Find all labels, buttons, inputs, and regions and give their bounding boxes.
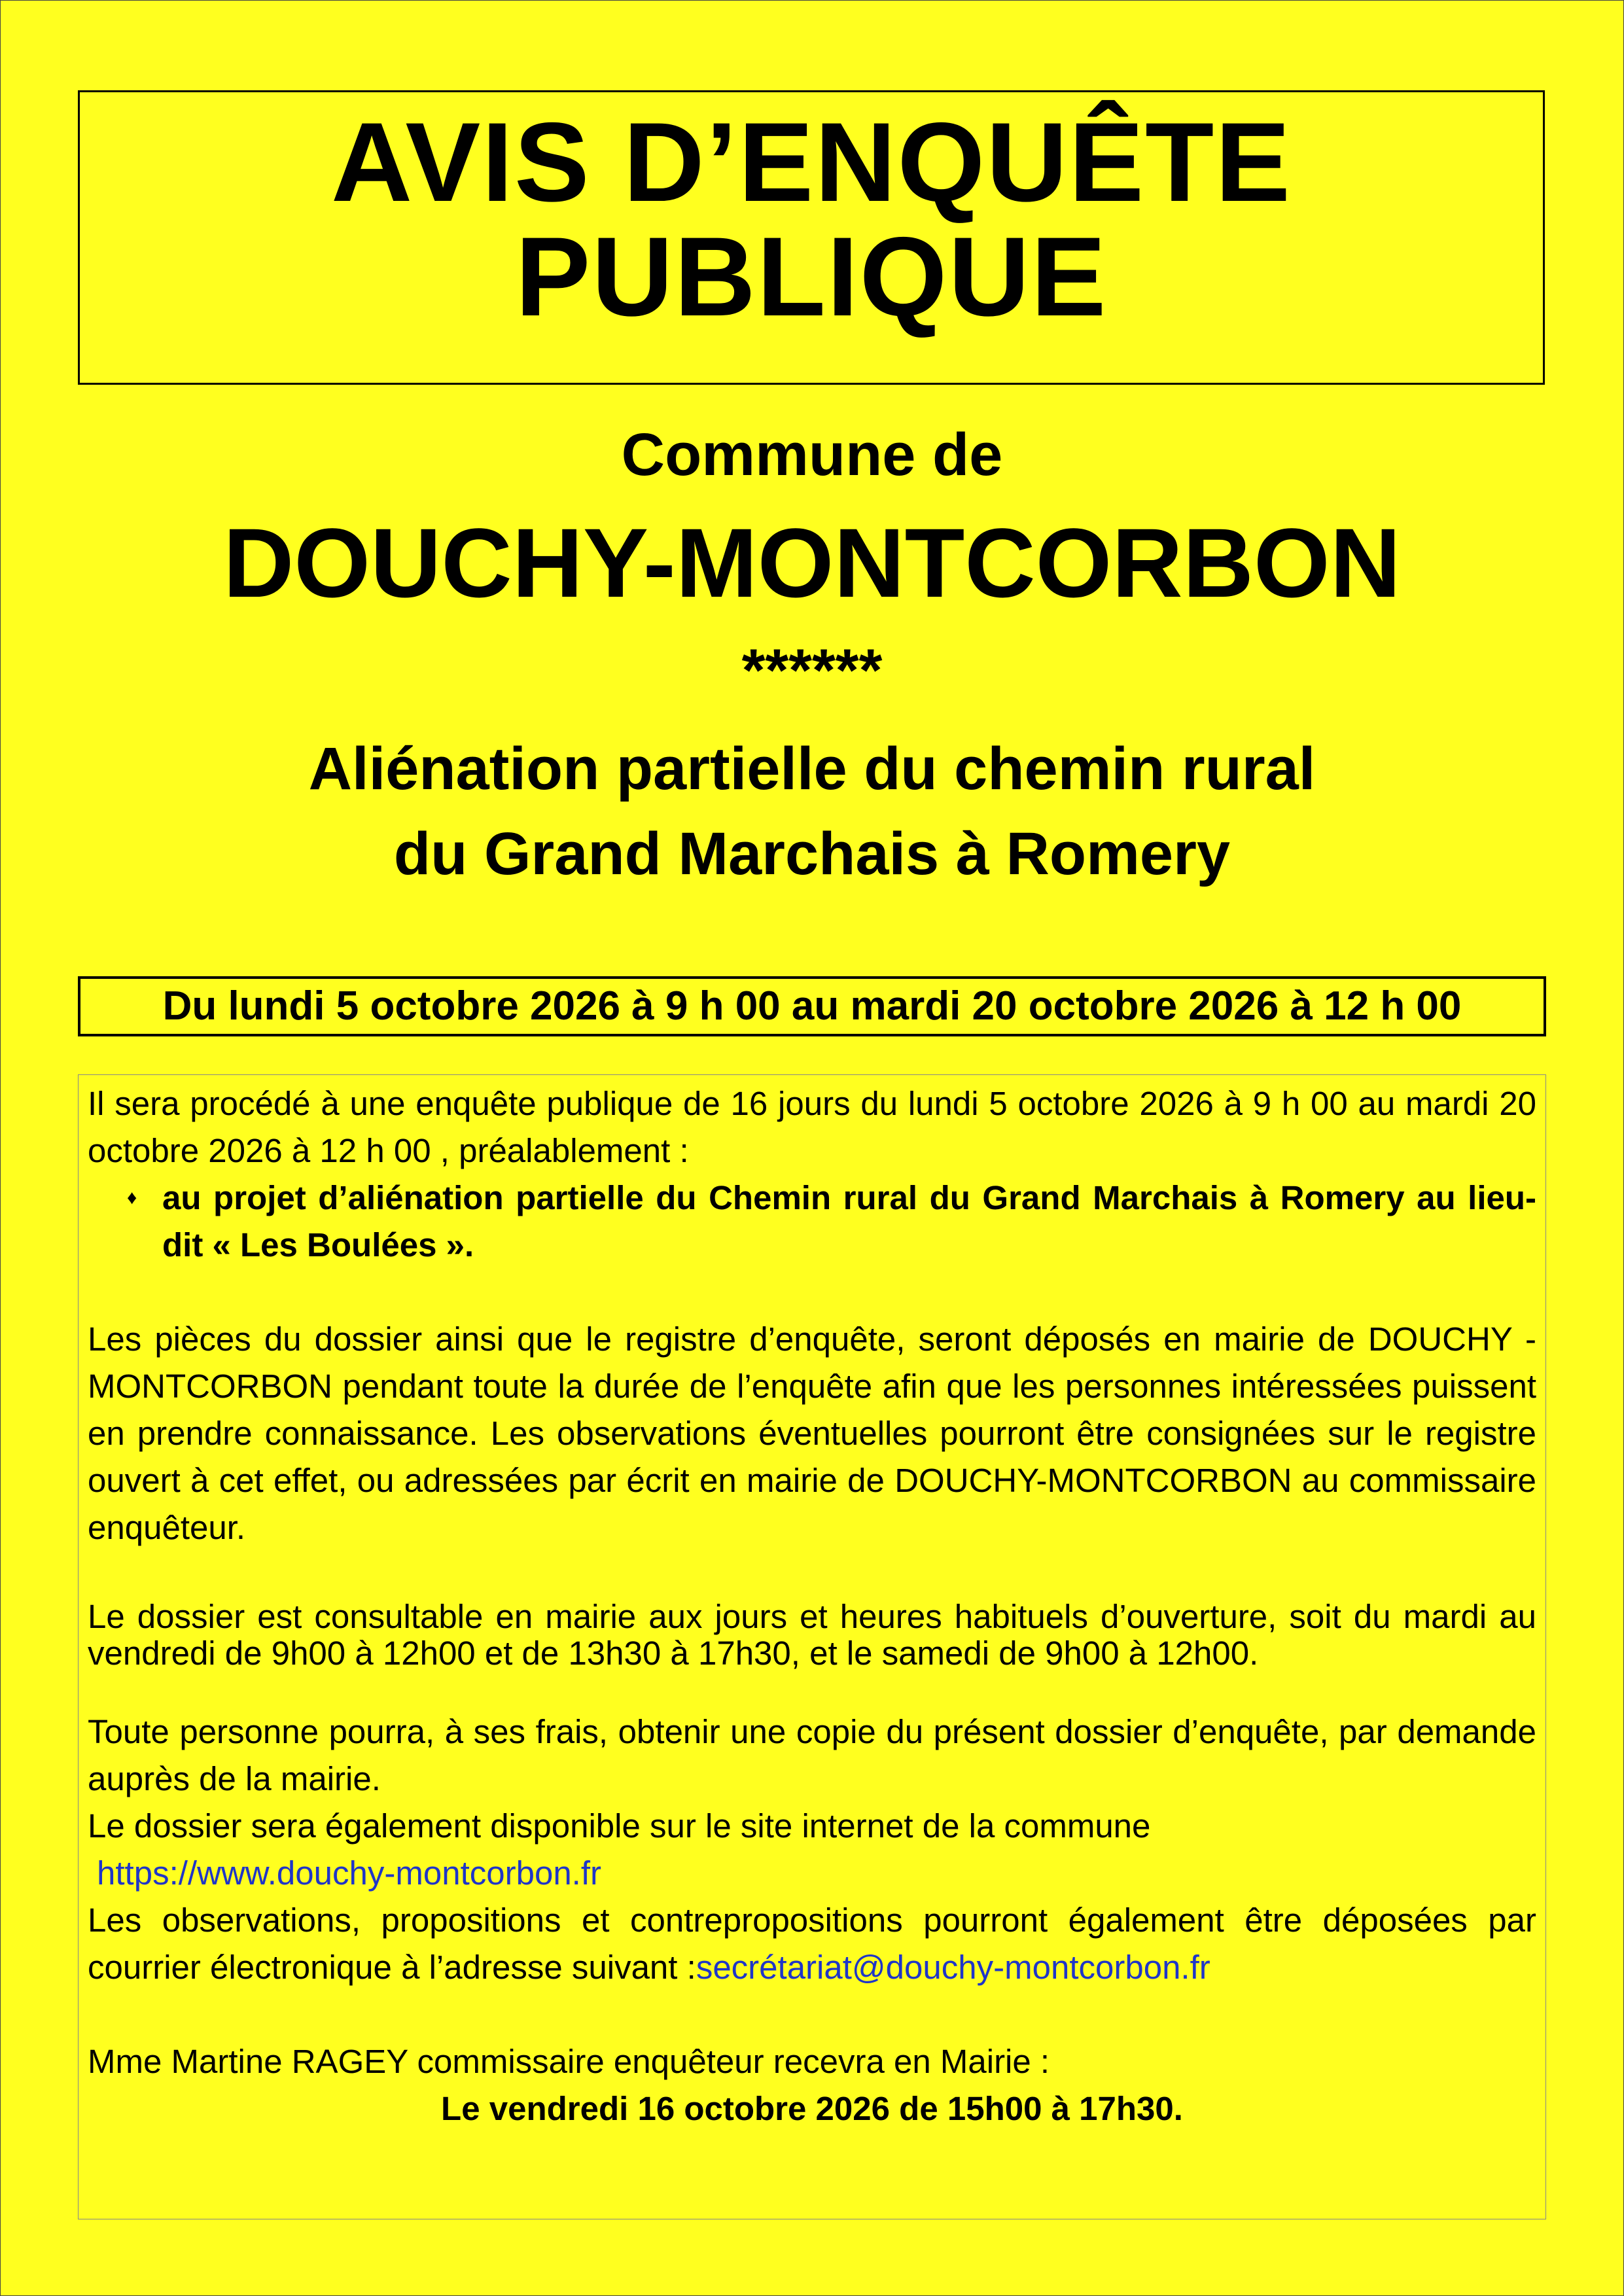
website-intro: Le dossier sera également disponible sur le site internet de la commune xyxy=(88,1807,1151,1845)
email-paragraph xyxy=(88,1897,1536,1991)
website-link[interactable]: https://www.douchy-montcorbon.fr xyxy=(97,1854,602,1892)
subject-line-2: du Grand Marchais à Romery xyxy=(393,821,1231,887)
dates-banner: Du lundi 5 octobre 2026 à 9 h 00 au mardi 20 octobre 2026 à 12 h 00 xyxy=(78,976,1546,1036)
email-intro: Les observations, propositions et contrepropositions pourront également être déposées par courrier électronique à l’adresse suivant : xyxy=(88,1901,1536,1986)
dossier-paragraph: Les pièces du dossier ainsi que le registre d’enquête, seront déposés en mairie de DOUCHY -MONTCORBON pendant toute la durée de l’enquête afin que les personnes intéressées puissent en prendre connaissance. Les observations éventuelles pourront être consignées sur le registre ouvert à cet effet, ou adressées par écrit en mairie de DOUCHY-MONTCORBON au commissaire enquêteur. xyxy=(88,1320,1536,1546)
title-line-1: AVIS D’ENQUÊTE xyxy=(331,99,1292,225)
email-link[interactable]: secrétariat@douchy-montcorbon.fr xyxy=(696,1949,1210,1986)
bullet-text: au projet d’aliénation partielle du Chemin rural du Grand Marchais à Romery au lieu-dit « Les Boulées ». xyxy=(162,1179,1536,1263)
commissioner-line: Mme Martine RAGEY commissaire enquêteur recevra en Mairie : xyxy=(88,2043,1050,2080)
notice-body xyxy=(78,1074,1546,2219)
commune-name: DOUCHY-MONTCORBON xyxy=(223,508,1401,618)
subject-line-1: Aliénation partielle du chemin rural xyxy=(308,735,1316,802)
consultation-paragraph: Le dossier est consultable en mairie aux jours et heures habituels d’ouverture, soit du mardi au vendredi de 9h00 à 12h00 et de 13h30 à 17h30, et le samedi de 9h00 à 12h00. xyxy=(88,1598,1536,1672)
commune-label: Commune de xyxy=(621,421,1003,488)
subject-heading xyxy=(0,726,1624,896)
diamond-bullet-icon: ♦ xyxy=(127,1187,137,1209)
title-line-2: PUBLIQUE xyxy=(515,214,1108,340)
intro-paragraph: Il sera procédé à une enquête publique de 16 jours du lundi 5 octobre 2026 à 9 h 00 au mardi 20 octobre 2026 à 12 h 00 , préalablement : xyxy=(88,1085,1536,1169)
copy-paragraph: Toute personne pourra, à ses frais, obtenir une copie du présent dossier d’enquête, par demande auprès de la mairie. xyxy=(88,1713,1536,1797)
title-box xyxy=(78,90,1545,385)
bullet-item xyxy=(88,1174,1536,1269)
separator-stars: ****** xyxy=(741,637,883,704)
permanence-line: Le vendredi 16 octobre 2026 de 15h00 à 17h30. xyxy=(441,2090,1183,2127)
